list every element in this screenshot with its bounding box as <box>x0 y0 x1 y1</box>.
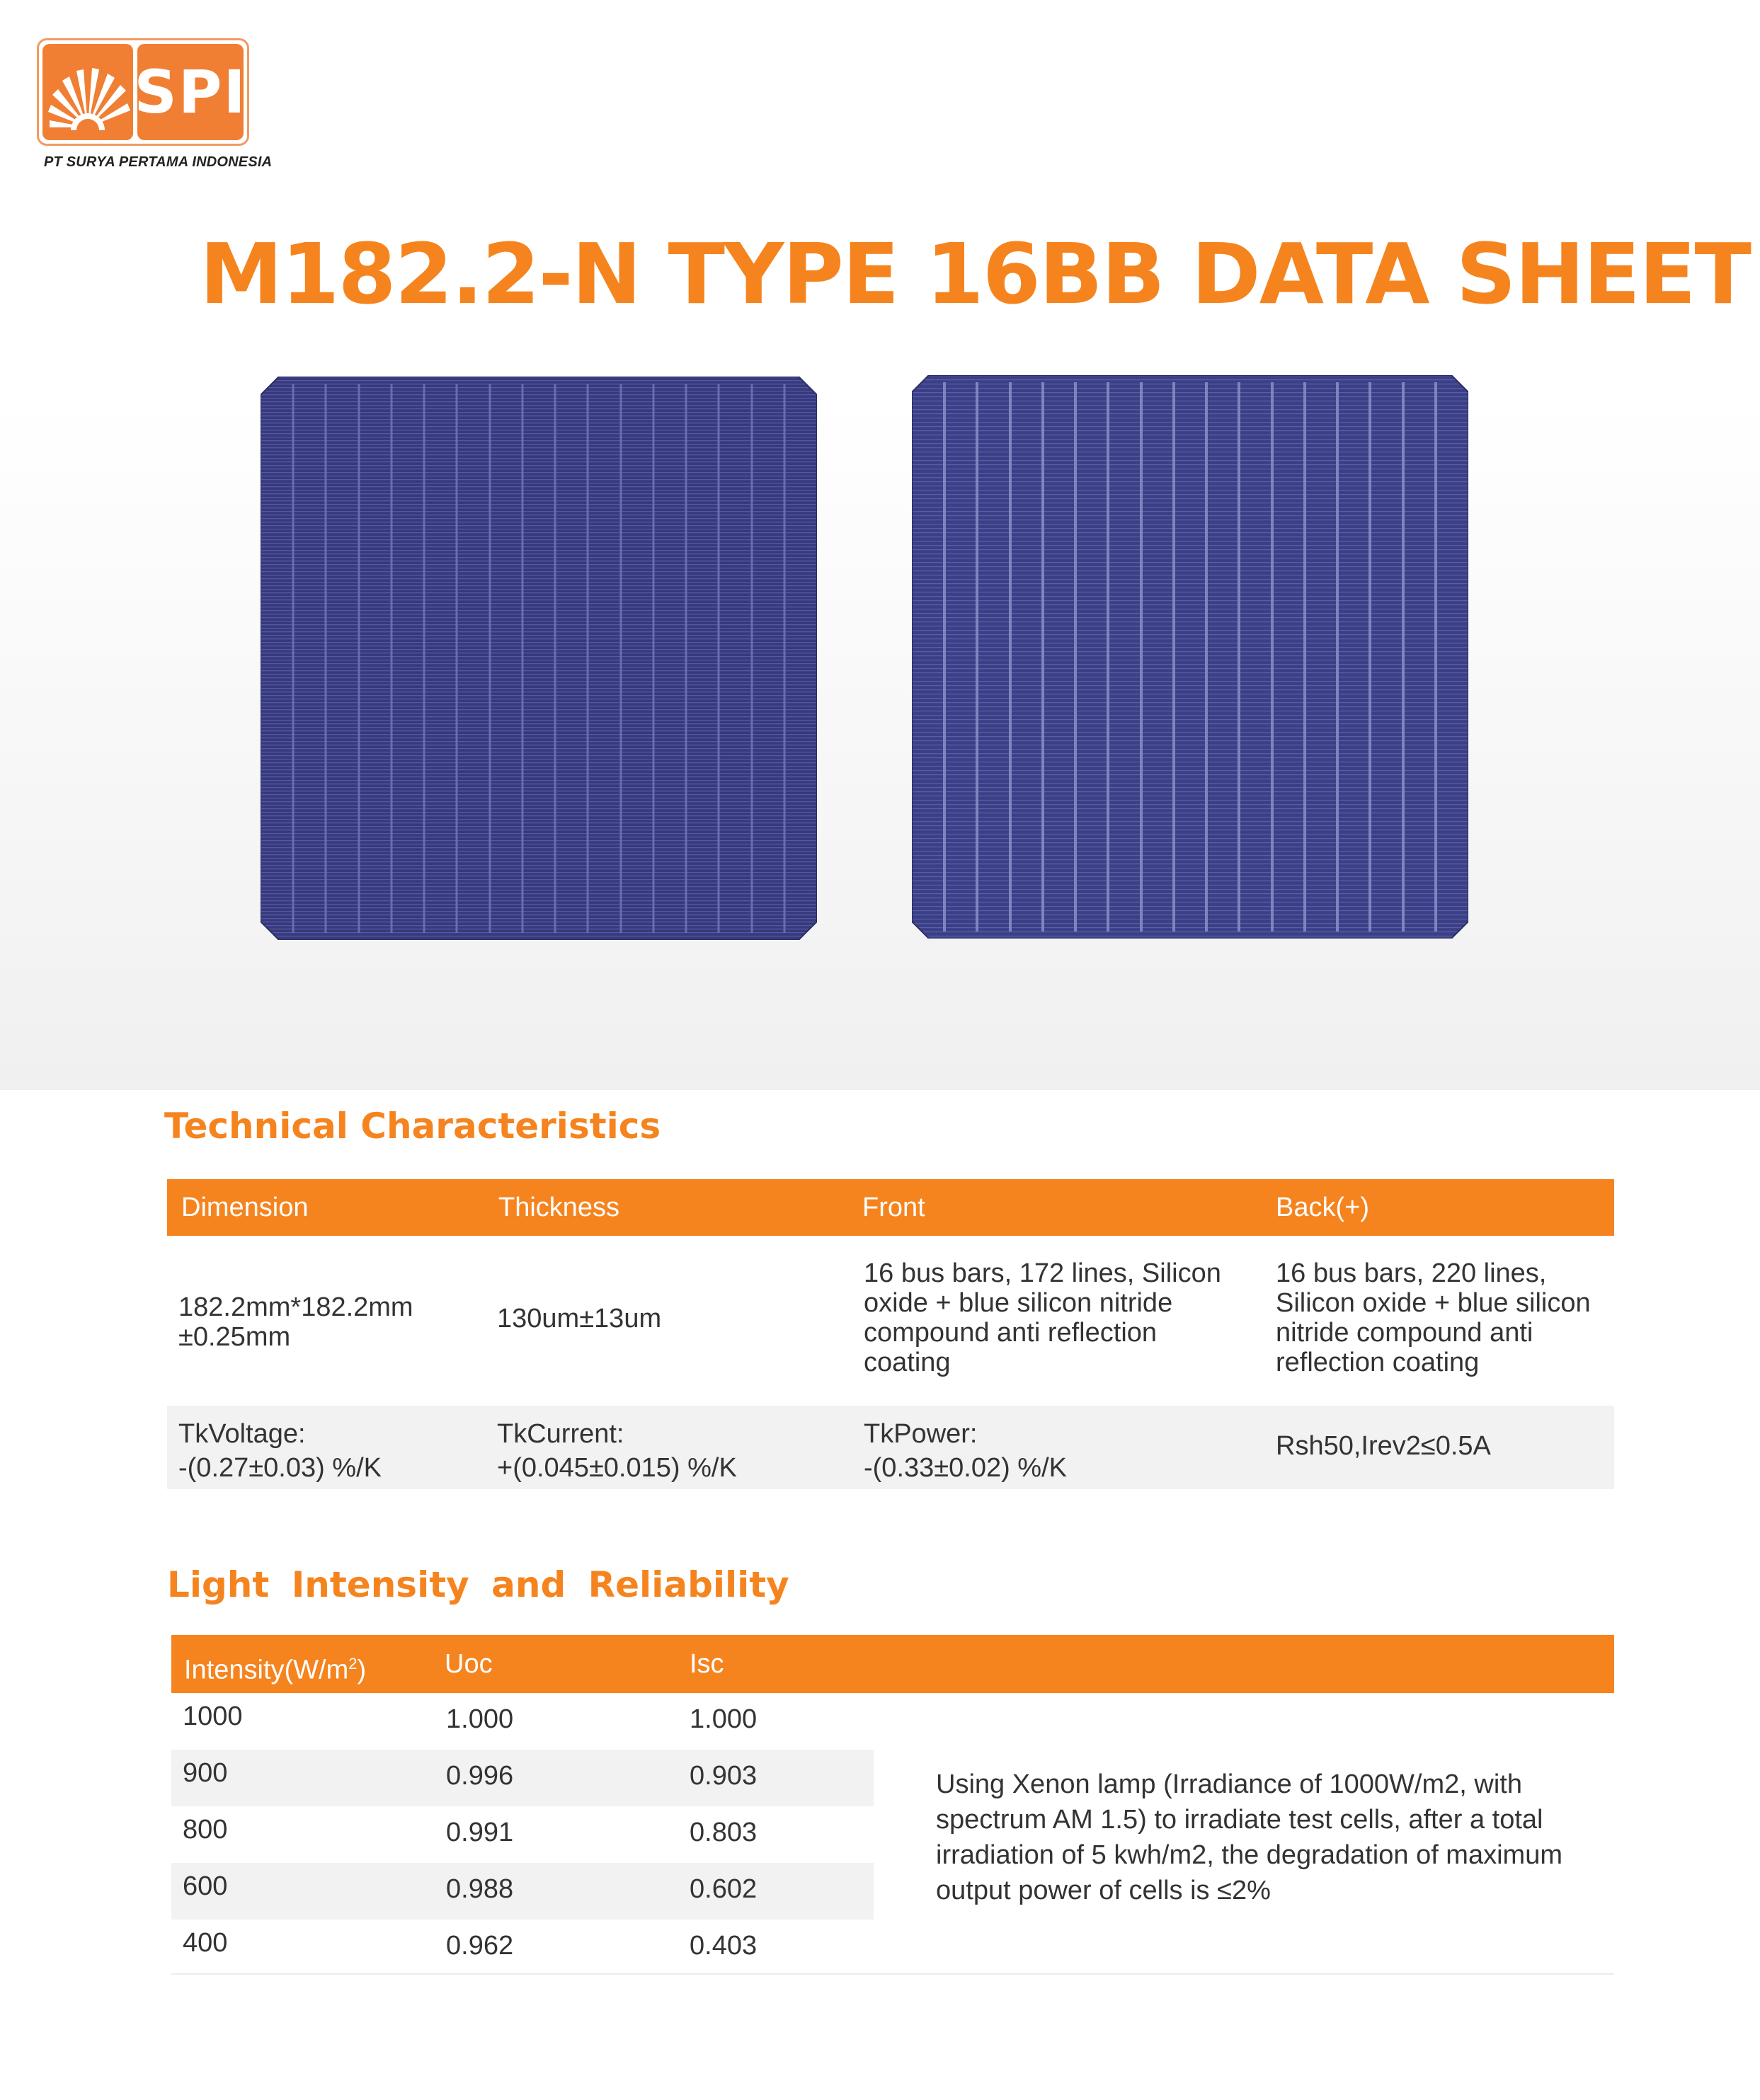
logo-tagline: PT SURYA PERTAMA INDONESIA <box>44 154 273 170</box>
page-title: M182.2-N TYPE 16BB DATA SHEET <box>200 225 1751 323</box>
cell-dimension <box>178 1292 413 1352</box>
table-row <box>171 1920 874 1976</box>
header-intensity-sup: 2 <box>348 1655 358 1672</box>
header-intensity-close: ) <box>357 1655 367 1685</box>
uoc-value: 0.988 <box>446 1874 514 1904</box>
back-line-3: nitride compound anti <box>1276 1318 1533 1348</box>
tk-power-value: -(0.33±0.02) %/K <box>864 1453 1067 1483</box>
back-line-1: 16 bus bars, 220 lines, <box>1276 1258 1547 1288</box>
sun-rays-icon <box>42 44 133 140</box>
header-thickness: Thickness <box>498 1193 620 1222</box>
dimension-line-1: 182.2mm*182.2mm <box>178 1292 413 1322</box>
cell-tk-current <box>497 1417 737 1485</box>
uoc-value: 0.996 <box>446 1761 514 1791</box>
tk-voltage-value: -(0.27±0.03) %/K <box>178 1453 382 1483</box>
company-logo <box>37 38 273 180</box>
tk-power-label: TkPower: <box>864 1419 978 1449</box>
solar-cell-back-image <box>912 375 1468 939</box>
logo-wordmark: SPI <box>137 44 244 140</box>
isc-value: 0.602 <box>690 1874 758 1904</box>
back-line-2: Silicon oxide + blue silicon <box>1276 1288 1591 1318</box>
intensity-value: 1000 <box>183 1702 243 1731</box>
note-line-4: output power of cells is ≤2% <box>936 1876 1271 1905</box>
cell-thickness: 130um±13um <box>497 1304 662 1333</box>
intensity-value: 900 <box>183 1758 228 1788</box>
dimension-line-2: ±0.25mm <box>178 1322 291 1352</box>
table-row <box>171 1863 874 1920</box>
back-line-4: reflection coating <box>1276 1348 1480 1377</box>
technical-characteristics-heading: Technical Characteristics <box>164 1106 661 1147</box>
intensity-value: 400 <box>183 1928 228 1958</box>
tk-voltage-label: TkVoltage: <box>178 1419 306 1449</box>
cell-tk-voltage <box>178 1417 382 1485</box>
tk-current-value: +(0.045±0.015) %/K <box>497 1453 737 1483</box>
note-line-3: irradiation of 5 kwh/m2, the degradation of maximum <box>936 1840 1562 1870</box>
intensity-value: 600 <box>183 1871 228 1901</box>
note-line-2: spectrum AM 1.5) to irradiate test cells, after a total <box>936 1805 1543 1835</box>
technical-table-header <box>167 1179 1614 1236</box>
header-front: Front <box>862 1193 925 1222</box>
front-line-1: 16 bus bars, 172 lines, Silicon <box>864 1258 1221 1288</box>
cell-rsh: Rsh50,Irev2≤0.5A <box>1276 1431 1491 1461</box>
front-line-3: compound anti reflection <box>864 1318 1158 1348</box>
uoc-value: 1.000 <box>446 1704 514 1734</box>
table-row <box>171 1750 874 1806</box>
isc-value: 0.903 <box>690 1761 758 1791</box>
header-intensity <box>184 1635 366 1693</box>
light-table-header <box>171 1635 1614 1693</box>
header-uoc: Uoc <box>445 1649 493 1679</box>
uoc-value: 0.991 <box>446 1818 514 1847</box>
solar-cell-front-image <box>261 377 817 940</box>
header-dimension: Dimension <box>181 1193 309 1222</box>
front-line-2: oxide + blue silicon nitride <box>864 1288 1173 1318</box>
cell-tk-power <box>864 1417 1067 1485</box>
intensity-value: 800 <box>183 1815 228 1844</box>
table-row <box>171 1806 874 1863</box>
tk-current-label: TkCurrent: <box>497 1419 624 1449</box>
isc-value: 0.403 <box>690 1931 758 1961</box>
note-line-1: Using Xenon lamp (Irradiance of 1000W/m2, with <box>936 1769 1522 1799</box>
uoc-value: 0.962 <box>446 1931 514 1961</box>
isc-value: 1.000 <box>690 1704 758 1734</box>
header-intensity-text: Intensity(W/m <box>184 1655 349 1685</box>
table-row <box>171 1693 874 1750</box>
table-bottom-rule <box>171 1973 1614 1975</box>
light-intensity-heading: Light Intensity and Reliability <box>167 1564 789 1605</box>
reliability-note <box>936 1767 1594 1908</box>
cell-front <box>864 1258 1221 1377</box>
header-isc: Isc <box>690 1649 724 1679</box>
front-line-4: coating <box>864 1348 951 1377</box>
isc-value: 0.803 <box>690 1818 758 1847</box>
header-back: Back(+) <box>1276 1193 1369 1222</box>
cell-back <box>1276 1258 1591 1377</box>
